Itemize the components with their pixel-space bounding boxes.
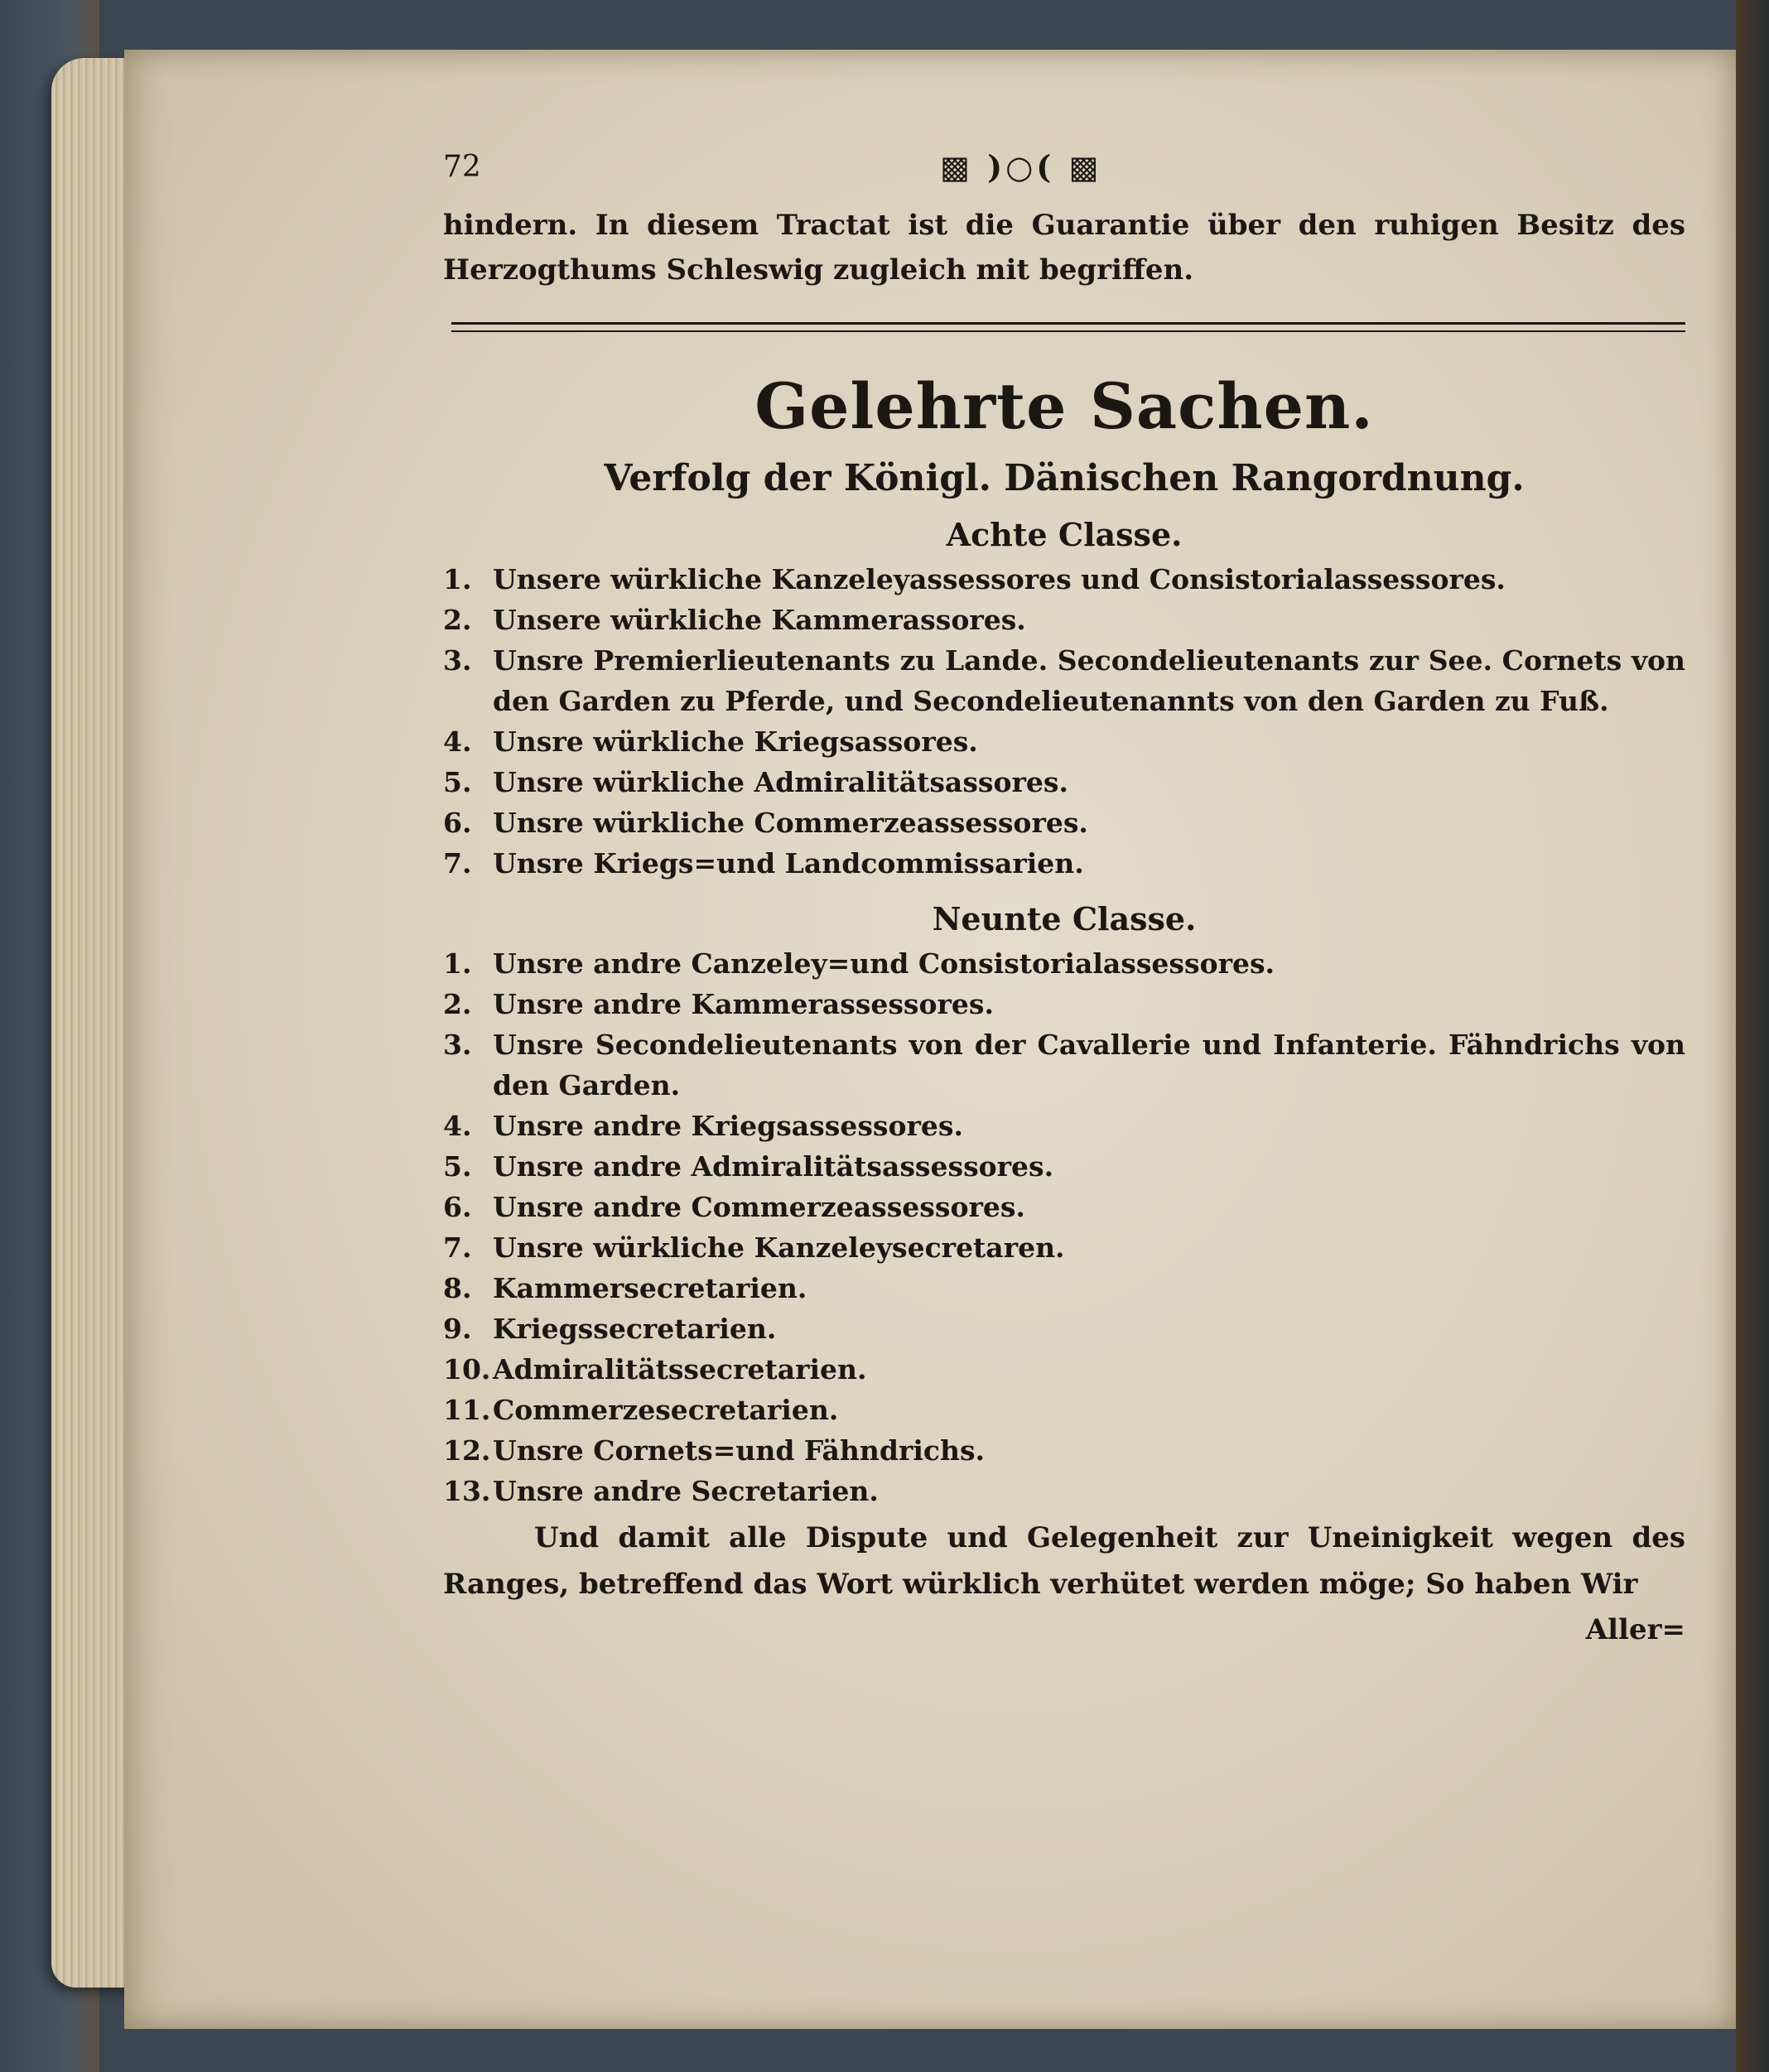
item-number: 7. [443, 847, 472, 879]
list-item [443, 1268, 1685, 1308]
item-number: 8. [443, 1272, 472, 1304]
item-text: Unsre Cornets=und Fähndrichs. [493, 1434, 986, 1467]
item-text: Unsre andre Kammerassessores. [493, 988, 994, 1020]
list-item [443, 1390, 1685, 1430]
item-text: Unsre andre Canzeley=und Consistorialassessores. [493, 947, 1275, 980]
item-text: Unsre würkliche Kriegsassores. [493, 725, 978, 758]
item-text: Unsre andre Admiralitätsassessores. [493, 1150, 1054, 1183]
neunte-classe-list [443, 943, 1685, 1511]
list-item [443, 1024, 1685, 1106]
achte-classe-list [443, 559, 1685, 884]
list-item [443, 1187, 1685, 1227]
item-text: Admiralitätssecretarien. [493, 1353, 867, 1385]
section-divider [451, 322, 1685, 332]
section-title: Gelehrte Sachen. [754, 369, 1374, 443]
item-text: Kriegssecretarien. [493, 1313, 777, 1345]
neunte-classe-heading: Neunte Classe. [932, 900, 1197, 937]
item-text: Unsre Premierlieutenants zu Lande. Secondelieutenants zur See. Cornets von den Garden zu Pferde, und Secondelieutenannts von den Garden zu Fuß. [493, 644, 1685, 717]
header-ornament: ▩ )○( ▩ [940, 148, 1102, 186]
list-item [443, 1227, 1685, 1268]
item-number: 11. [443, 1394, 491, 1426]
section-subtitle: Verfolg der Königl. Dänischen Rangordnung. [604, 457, 1525, 499]
item-number: 2. [443, 604, 472, 636]
item-text: Unsere würkliche Kammerassores. [493, 604, 1026, 636]
item-text: Unsre andre Kriegsassessores. [493, 1110, 963, 1142]
catchword: Aller= [1585, 1613, 1685, 1646]
list-item [443, 1349, 1685, 1390]
list-item [443, 1471, 1685, 1511]
list-item [443, 1106, 1685, 1146]
item-number: 12. [443, 1434, 491, 1467]
page-number: 72 [443, 150, 481, 184]
item-text: Unsre andre Commerzeassessores. [493, 1191, 1025, 1223]
item-number: 4. [443, 725, 472, 758]
list-item [443, 559, 1685, 600]
item-number: 1. [443, 947, 472, 980]
list-item [443, 1308, 1685, 1349]
item-text: Unsere würkliche Kanzeleyassessores und Consistorialassessores. [493, 563, 1506, 595]
item-number: 4. [443, 1110, 472, 1142]
closing-paragraph: Und damit alle Dispute und Gelegenheit zur Uneinigkeit wegen des Ranges, betreffend das Wort würklich verhütet werden möge; So haben Wir [443, 1521, 1685, 1601]
list-item [443, 762, 1685, 802]
item-text: Commerzesecretarien. [493, 1394, 839, 1426]
list-item [443, 843, 1685, 884]
item-number: 5. [443, 766, 472, 798]
item-text: Unsre würkliche Commerzeassessores. [493, 807, 1088, 839]
item-text: Unsre andre Secretarien. [493, 1475, 879, 1507]
list-item [443, 984, 1685, 1024]
item-text: Unsre Kriegs=und Landcommissarien. [493, 847, 1084, 879]
achte-classe-heading: Achte Classe. [946, 516, 1183, 553]
item-number: 9. [443, 1313, 472, 1345]
item-number: 6. [443, 1191, 472, 1223]
item-number: 6. [443, 807, 472, 839]
list-item [443, 640, 1685, 721]
item-number: 1. [443, 563, 472, 595]
scan-backdrop-right [1736, 0, 1769, 2072]
list-item [443, 721, 1685, 762]
list-item [443, 1146, 1685, 1187]
item-number: 13. [443, 1475, 491, 1507]
item-number: 10. [443, 1353, 491, 1385]
list-item [443, 802, 1685, 843]
item-number: 3. [443, 1029, 472, 1061]
running-header [443, 145, 1685, 203]
list-item [443, 600, 1685, 640]
item-number: 2. [443, 988, 472, 1020]
page-text [443, 145, 1685, 1652]
item-text: Kammersecretarien. [493, 1272, 807, 1304]
list-item [443, 1430, 1685, 1471]
item-text: Unsre Secondelieutenants von der Cavallerie und Infanterie. Fähndrichs von den Garden. [493, 1029, 1685, 1101]
item-text: Unsre würkliche Admiralitätsassores. [493, 766, 1068, 798]
item-number: 7. [443, 1231, 472, 1264]
list-item [443, 943, 1685, 984]
item-text: Unsre würkliche Kanzeleysecretaren. [493, 1231, 1065, 1264]
item-number: 3. [443, 644, 472, 677]
item-number: 5. [443, 1150, 472, 1183]
intro-paragraph: hindern. In diesem Tractat ist die Guarantie über den ruhigen Besitz des Herzogthums Schleswig zugleich mit begriffen. [443, 209, 1685, 287]
